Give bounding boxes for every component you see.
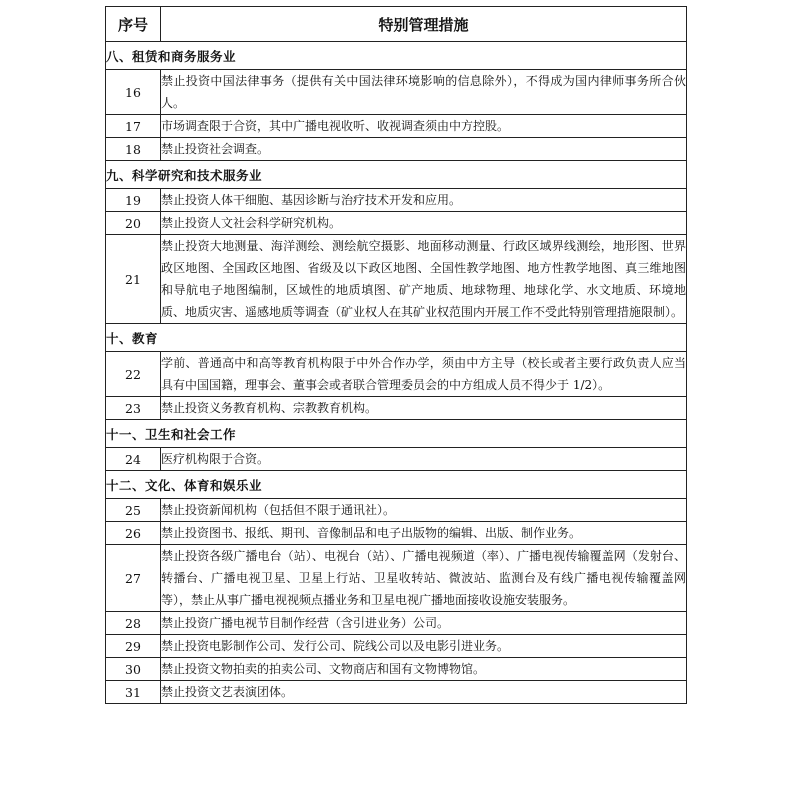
row-number: 28: [106, 612, 161, 635]
table-row: [106, 352, 687, 397]
table-row: [106, 212, 687, 235]
row-number: 21: [106, 235, 161, 324]
section-title: 十、教育: [106, 324, 687, 352]
row-number: 31: [106, 681, 161, 704]
section-row: [106, 161, 687, 189]
row-number: 19: [106, 189, 161, 212]
row-measure-text: 市场调查限于合资，其中广播电视收听、收视调查须由中方控股。: [161, 115, 687, 138]
row-number: 17: [106, 115, 161, 138]
row-number: 27: [106, 545, 161, 612]
row-measure-text: 禁止投资人体干细胞、基因诊断与治疗技术开发和应用。: [161, 189, 687, 212]
table-row: [106, 235, 687, 324]
table-row: [106, 448, 687, 471]
row-measure-text: 禁止投资电影制作公司、发行公司、院线公司以及电影引进业务。: [161, 635, 687, 658]
section-title: 八、租赁和商务服务业: [106, 42, 687, 70]
row-number: 25: [106, 499, 161, 522]
row-number: 30: [106, 658, 161, 681]
table-row: [106, 138, 687, 161]
table-row: [106, 635, 687, 658]
row-number: 26: [106, 522, 161, 545]
table-row: [106, 612, 687, 635]
table-row: [106, 115, 687, 138]
row-measure-text: 禁止投资文艺表演团体。: [161, 681, 687, 704]
table-row: [106, 545, 687, 612]
row-measure-text: 禁止投资图书、报纸、期刊、音像制品和电子出版物的编辑、出版、制作业务。: [161, 522, 687, 545]
header-measures: 特别管理措施: [161, 7, 687, 42]
row-number: 23: [106, 397, 161, 420]
table-row: [106, 70, 687, 115]
measures-table: [105, 6, 687, 704]
row-measure-text: 禁止投资各级广播电台（站）、电视台（站）、广播电视频道（率）、广播电视传输覆盖网（发射台、转播台、广播电视卫星、卫星上行站、卫星收转站、微波站、监测台及有线广播电视传输覆盖网等），禁止从事广播电视视频点播业务和卫星电视广播地面接收设施安装服务。: [161, 545, 687, 612]
row-measure-text: 禁止投资社会调查。: [161, 138, 687, 161]
row-measure-text: 学前、普通高中和高等教育机构限于中外合作办学，须由中方主导（校长或者主要行政负责人应当具有中国国籍，理事会、董事会或者联合管理委员会的中方组成人员不得少于 1/2）。: [161, 352, 687, 397]
table-row: [106, 499, 687, 522]
row-number: 24: [106, 448, 161, 471]
row-number: 16: [106, 70, 161, 115]
row-measure-text: 禁止投资人文社会科学研究机构。: [161, 212, 687, 235]
section-title: 十一、卫生和社会工作: [106, 420, 687, 448]
row-number: 20: [106, 212, 161, 235]
table-row: [106, 397, 687, 420]
row-measure-text: 禁止投资广播电视节目制作经营（含引进业务）公司。: [161, 612, 687, 635]
row-measure-text: 禁止投资大地测量、海洋测绘、测绘航空摄影、地面移动测量、行政区域界线测绘，地形图、世界政区地图、全国政区地图、省级及以下政区地图、全国性教学地图、地方性教学地图、真三维地图和导航电子地图编制，区域性的地质填图、矿产地质、地球物理、地球化学、水文地质、环境地质、地质灾害、遥感地质等调查（矿业权人在其矿业权范围内开展工作不受此特别管理措施限制）。: [161, 235, 687, 324]
table-body: [106, 42, 687, 704]
table-row: [106, 189, 687, 212]
row-measure-text: 医疗机构限于合资。: [161, 448, 687, 471]
table-header-row: [106, 7, 687, 42]
row-number: 18: [106, 138, 161, 161]
table-row: [106, 522, 687, 545]
row-number: 29: [106, 635, 161, 658]
section-row: [106, 324, 687, 352]
section-title: 十二、文化、体育和娱乐业: [106, 471, 687, 499]
table-row: [106, 658, 687, 681]
section-row: [106, 471, 687, 499]
row-measure-text: 禁止投资文物拍卖的拍卖公司、文物商店和国有文物博物馆。: [161, 658, 687, 681]
row-measure-text: 禁止投资新闻机构（包括但不限于通讯社）。: [161, 499, 687, 522]
row-measure-text: 禁止投资义务教育机构、宗教教育机构。: [161, 397, 687, 420]
table-row: [106, 681, 687, 704]
row-number: 22: [106, 352, 161, 397]
section-row: [106, 42, 687, 70]
header-seq: 序号: [106, 7, 161, 42]
section-title: 九、科学研究和技术服务业: [106, 161, 687, 189]
row-measure-text: 禁止投资中国法律事务（提供有关中国法律环境影响的信息除外），不得成为国内律师事务所合伙人。: [161, 70, 687, 115]
section-row: [106, 420, 687, 448]
